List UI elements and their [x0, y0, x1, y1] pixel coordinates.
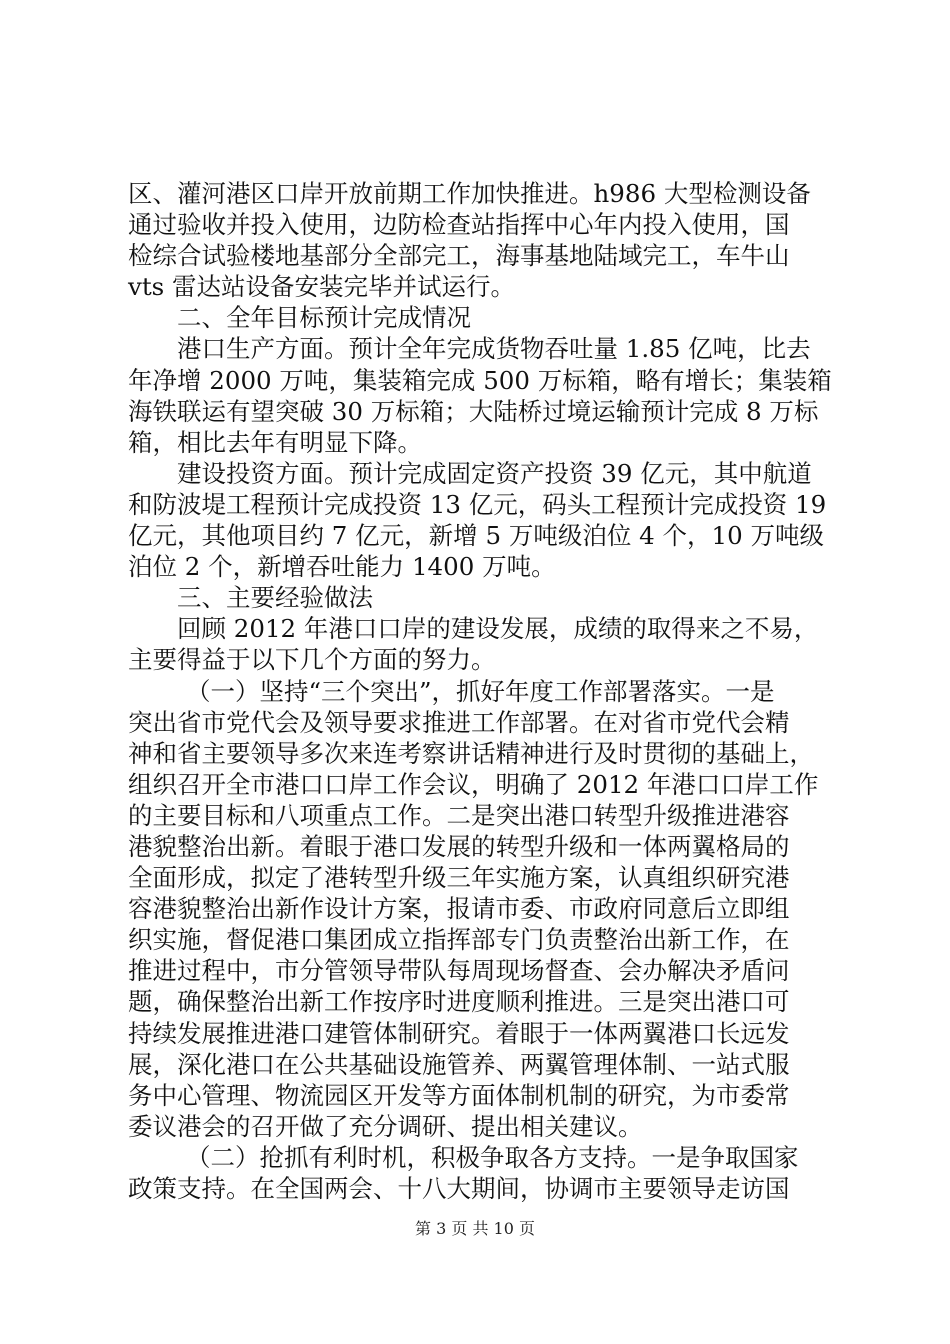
text-line: 推进过程中，市分管领导带队每周现场督查、会办解决矛盾问: [128, 956, 790, 986]
text-line: 回顾 2012 年港口口岸的建设发展，成绩的取得来之不易，: [177, 614, 819, 644]
text-line: 主要得益于以下几个方面的努力。: [128, 645, 496, 675]
text-line: 和防波堤工程预计完成投资 13 亿元，码头工程预计完成投资 19: [128, 489, 827, 519]
text-line: 港貌整治出新。着眼于港口发展的转型升级和一体两翼格局的: [128, 831, 790, 861]
text-line: 检综合试验楼地基部分全部完工，海事基地陆域完工，车牛山: [128, 241, 790, 271]
text-line: 全面形成，拟定了港转型升级三年实施方案，认真组织研究港: [128, 863, 790, 893]
text-line: 建设投资方面。预计完成固定资产投资 39 亿元，其中航道: [177, 458, 812, 488]
text-line: 神和省主要领导多次来连考察讲话精神进行及时贯彻的基础上，: [128, 738, 814, 768]
text-line: 组织召开全市港口口岸工作会议，明确了 2012 年港口口岸工作: [128, 769, 819, 799]
text-line: 亿元，其他项目约 7 亿元，新增 5 万吨级泊位 4 个，10 万吨级: [128, 521, 824, 551]
text-line: 突出省市党代会及领导要求推进工作部署。在对省市党代会精: [128, 707, 790, 737]
text-line: 泊位 2 个，新增吞吐能力 1400 万吨。: [128, 552, 556, 582]
document-body: [128, 178, 838, 1204]
text-line: 三、主要经验做法: [177, 583, 373, 613]
text-line: 务中心管理、物流园区开发等方面体制机制的研究，为市委常: [128, 1080, 790, 1110]
text-line: 区、灌河港区口岸开放前期工作加快推进。h986 大型检测设备: [128, 179, 811, 208]
text-line: 二、全年目标预计完成情况: [177, 303, 471, 333]
text-line: 政策支持。在全国两会、十八大期间，协调市主要领导走访国: [128, 1174, 790, 1203]
text-line: 委议港会的召开做了充分调研、提出相关建议。: [128, 1111, 643, 1141]
text-line: 通过验收并投入使用，边防检查站指挥中心年内投入使用，国: [128, 210, 790, 240]
text-line: （二）抢抓有利时机，积极争取各方支持。一是争取国家: [186, 1142, 799, 1172]
text-line: （一）坚持“三个突出”，抓好年度工作部署落实。一是: [186, 676, 775, 706]
text-line: 箱，相比去年有明显下降。: [128, 427, 422, 457]
text-line: 织实施，督促港口集团成立指挥部专门负责整治出新工作，在: [128, 925, 790, 955]
text-line: 的主要目标和八项重点工作。二是突出港口转型升级推进港容: [128, 800, 790, 830]
text-line: 题，确保整治出新工作按序时进度顺利推进。三是突出港口可: [128, 987, 790, 1017]
text-line: 海铁联运有望突破 30 万标箱；大陆桥过境运输预计完成 8 万标: [128, 396, 819, 426]
text-line: 港口生产方面。预计全年完成货物吞吐量 1.85 亿吨，比去: [177, 334, 811, 364]
text-line: 年净增 2000 万吨，集装箱完成 500 万标箱，略有增长；集装箱: [128, 365, 832, 395]
page-footer: 第 3 页 共 10 页: [415, 1219, 535, 1238]
text-line: 展，深化港口在公共基础设施管养、两翼管理体制、一站式服: [128, 1049, 790, 1079]
text-line: vts 雷达站设备安装完毕并试运行。: [128, 272, 516, 302]
text-line: 容港貌整治出新作设计方案，报请市委、市政府同意后立即组: [128, 894, 790, 924]
text-line: 持续发展推进港口建管体制研究。着眼于一体两翼港口长远发: [128, 1018, 790, 1048]
